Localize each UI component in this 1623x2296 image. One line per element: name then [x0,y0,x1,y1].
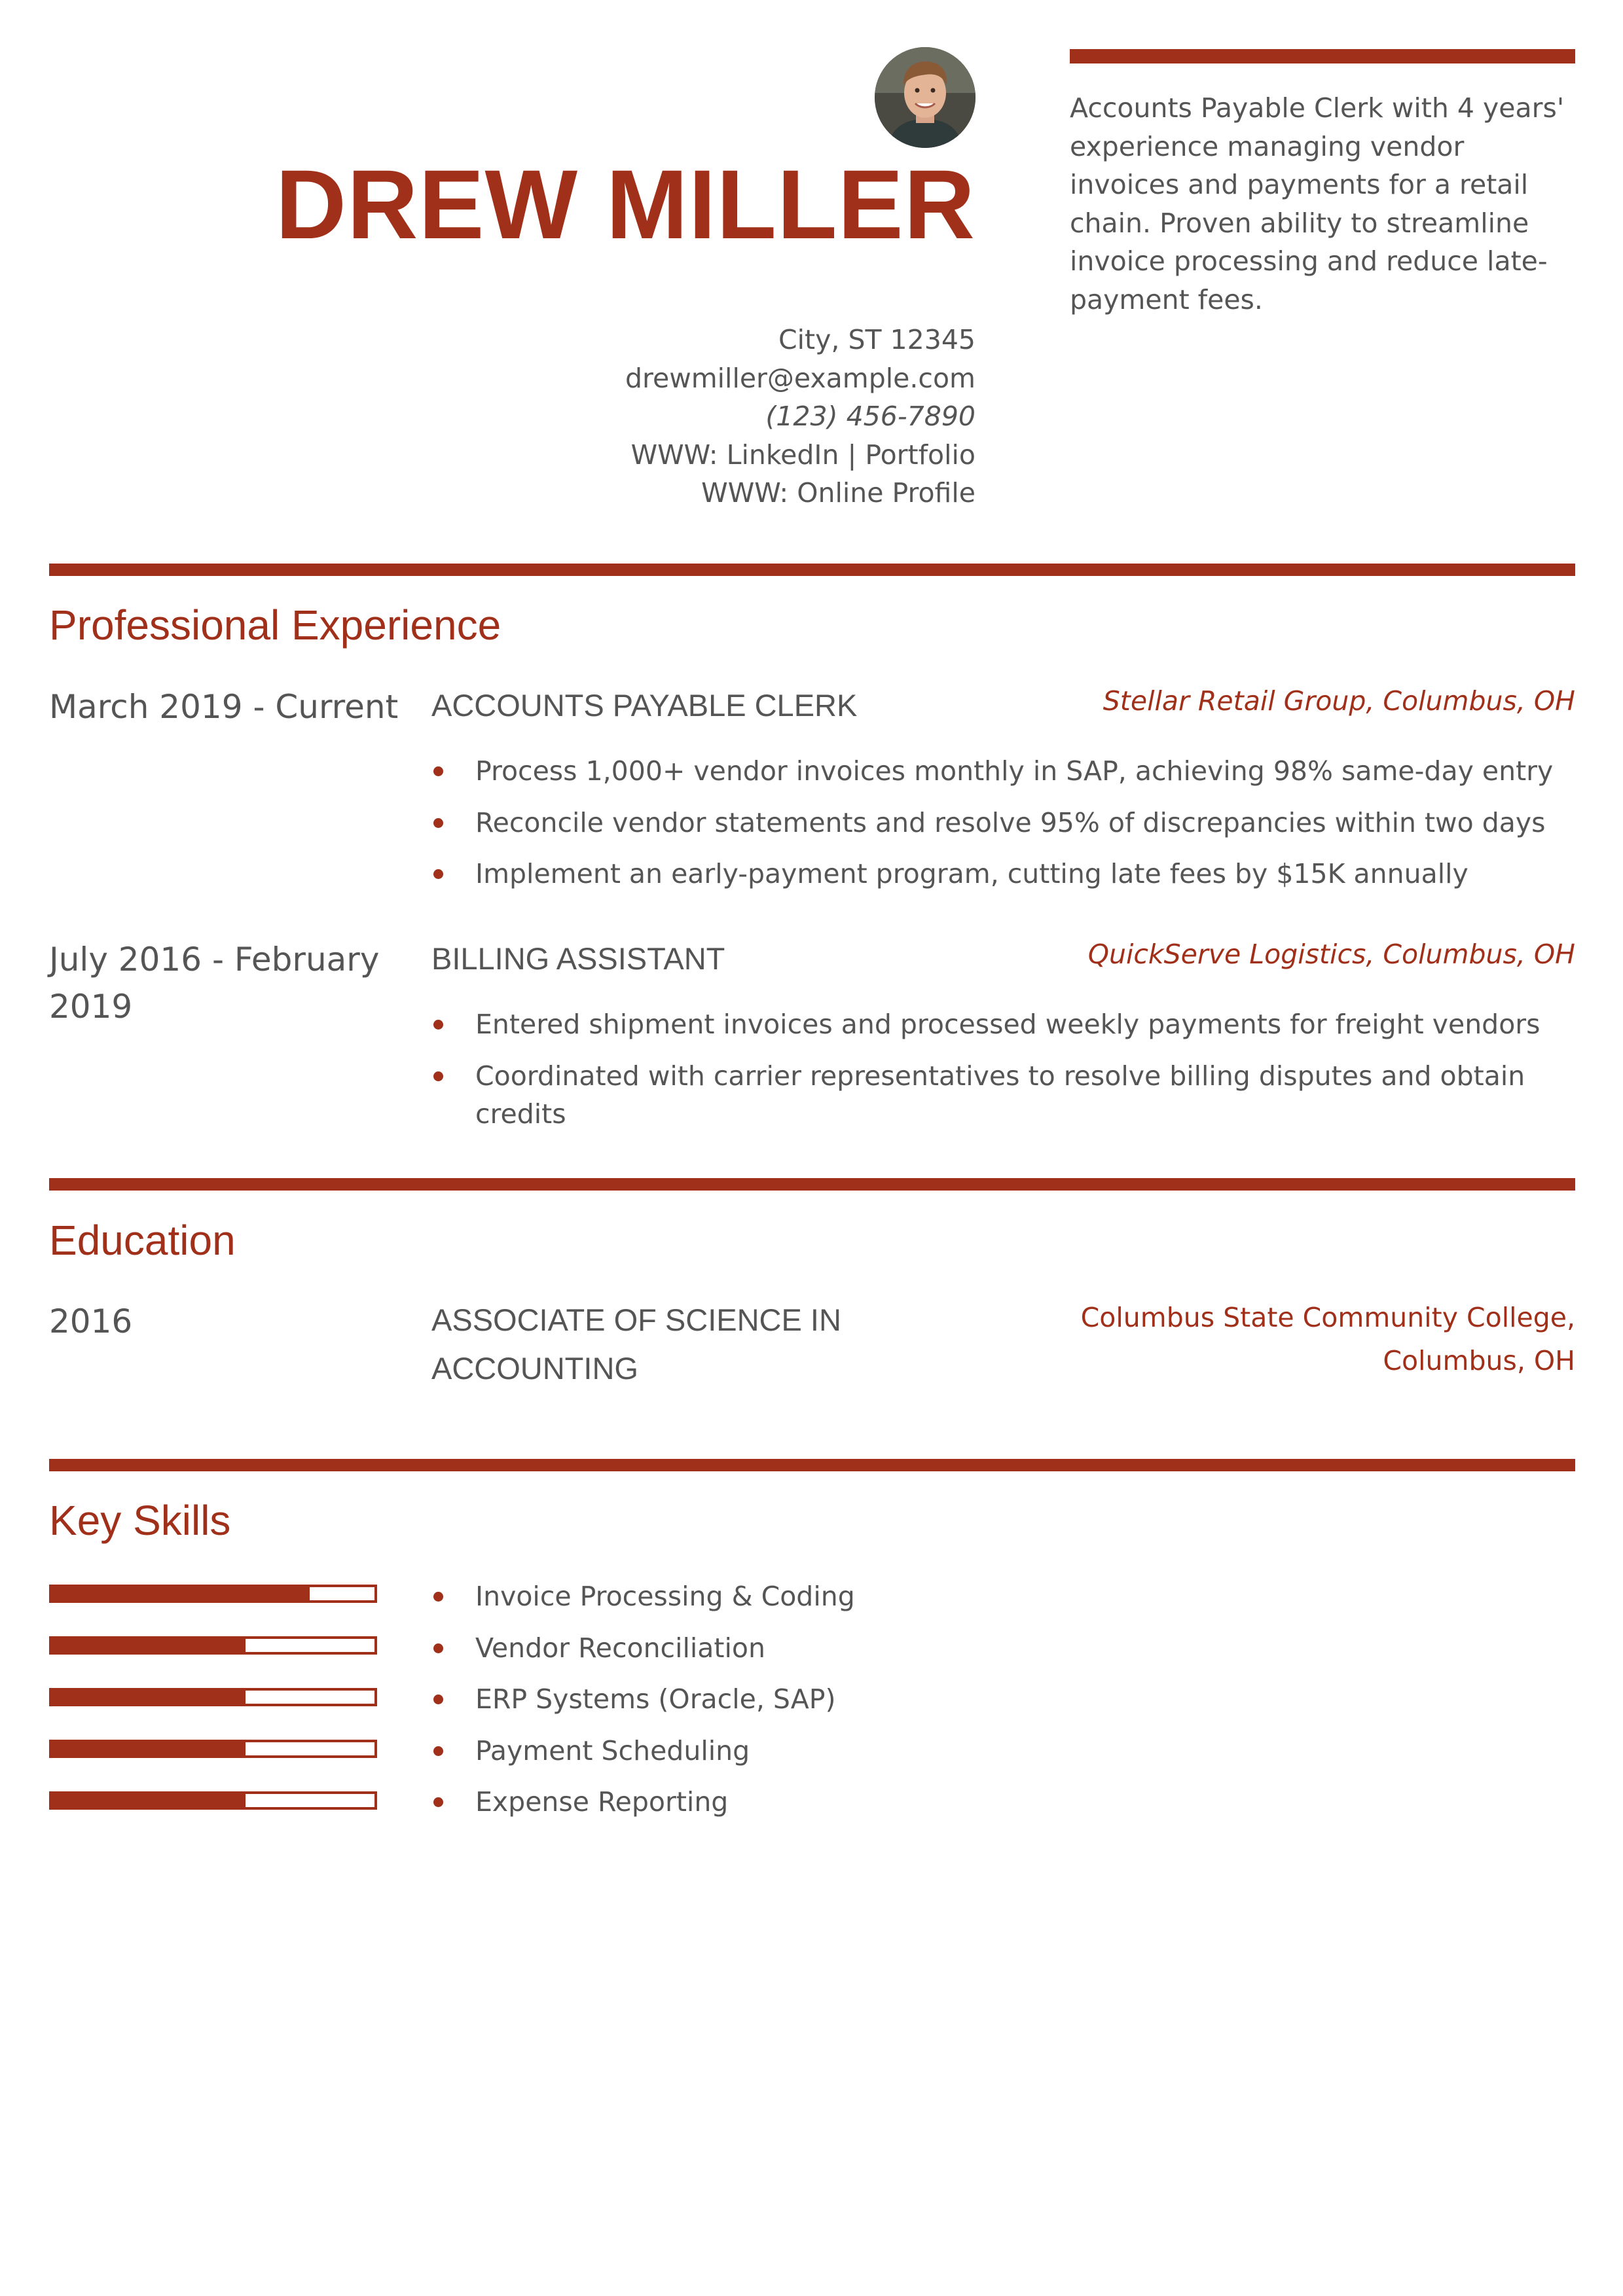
bullet-dot-icon [433,1020,443,1030]
skill-name: Invoice Processing & Coding [475,1581,855,1612]
skill-level-bars [49,1585,377,1843]
list-item [431,1577,1577,1616]
experience-section-title: Professional Experience [49,601,501,649]
list-item [431,855,1577,893]
skills-divider [49,1459,1575,1471]
bullet-dot-icon [433,1797,443,1807]
bullet-text: Implement an early-payment program, cutting late fees by $15K annually [475,858,1468,889]
job-bullets [431,752,1577,906]
bullet-text: Process 1,000+ vendor invoices monthly in SAP, achieving 98% same-day entry [475,755,1554,787]
skill-level-fill [52,1742,246,1755]
experience-divider [49,564,1575,576]
list-item [431,1057,1577,1134]
list-item [431,1732,1577,1770]
list-item [431,1005,1577,1044]
job-title: ACCOUNTS PAYABLE CLERK [431,688,858,723]
skills-section-title: Key Skills [49,1497,231,1544]
phone-text: (123) 456-7890 [765,401,976,432]
address-text: City, ST 12345 [778,324,976,355]
profile-photo-icon [875,47,976,148]
skill-level-bar [49,1688,377,1706]
skill-level-fill [52,1794,246,1807]
bullet-dot-icon [433,1592,443,1602]
job-company: QuickServe Logistics, Columbus, OH [1087,939,1575,970]
web-links-secondary[interactable]: WWW: Online Profile [701,477,976,509]
job-company: Stellar Retail Group, Columbus, OH [1103,685,1575,717]
list-item [431,804,1577,842]
skill-level-bar [49,1636,377,1655]
education-divider [49,1178,1575,1191]
bullet-text: Entered shipment invoices and processed weekly payments for freight vendors [475,1009,1541,1040]
skill-level-bar [49,1740,377,1758]
contact-block [625,321,976,512]
job-bullets [431,1005,1577,1147]
skill-level-fill [52,1587,310,1600]
candidate-name: DREW MILLER [275,149,976,259]
skill-level-bar [49,1791,377,1810]
list-item [431,1629,1577,1668]
job-title: BILLING ASSISTANT [431,941,725,976]
web-links-primary[interactable]: WWW: LinkedIn | Portfolio [630,439,976,471]
bullet-dot-icon [433,818,443,828]
skill-name: ERP Systems (Oracle, SAP) [475,1683,836,1715]
list-item [431,752,1577,791]
education-school: Columbus State Community College, Columbus, OH [1080,1302,1575,1376]
education-section-title: Education [49,1217,236,1264]
bullet-dot-icon [433,1695,443,1704]
skills-list [431,1577,1577,1835]
bullet-dot-icon [433,869,443,879]
bullet-dot-icon [433,1746,443,1756]
bullet-dot-icon [433,1643,443,1653]
bullet-text: Reconcile vendor statements and resolve 95% of discrepancies within two days [475,806,1546,838]
skill-level-fill [52,1639,246,1652]
summary-divider [1070,49,1575,63]
bullet-dot-icon [433,766,443,776]
job-date: July 2016 - February 2019 [49,941,380,1026]
bullet-dot-icon [433,1071,443,1081]
email-link[interactable]: drewmiller@example.com [625,362,976,394]
skill-name: Expense Reporting [475,1786,729,1818]
list-item [431,1783,1577,1821]
profile-photo [875,47,976,148]
skill-level-fill [52,1691,246,1704]
list-item [431,1680,1577,1719]
education-degree: ASSOCIATE OF SCIENCE IN ACCOUNTING [431,1302,841,1386]
job-date: March 2019 - Current [49,688,399,726]
bullet-text: Coordinated with carrier representatives to resolve billing disputes and obtain credits [475,1060,1525,1130]
skill-name: Vendor Reconciliation [475,1632,765,1664]
skill-name: Payment Scheduling [475,1734,750,1767]
skill-level-bar [49,1585,377,1603]
summary-text: Accounts Payable Clerk with 4 years' experience managing vendor invoices and payments for a retail chain. Proven ability to streamline invoice processing and reduce late-payment fees. [1070,92,1565,315]
education-year: 2016 [49,1302,133,1340]
